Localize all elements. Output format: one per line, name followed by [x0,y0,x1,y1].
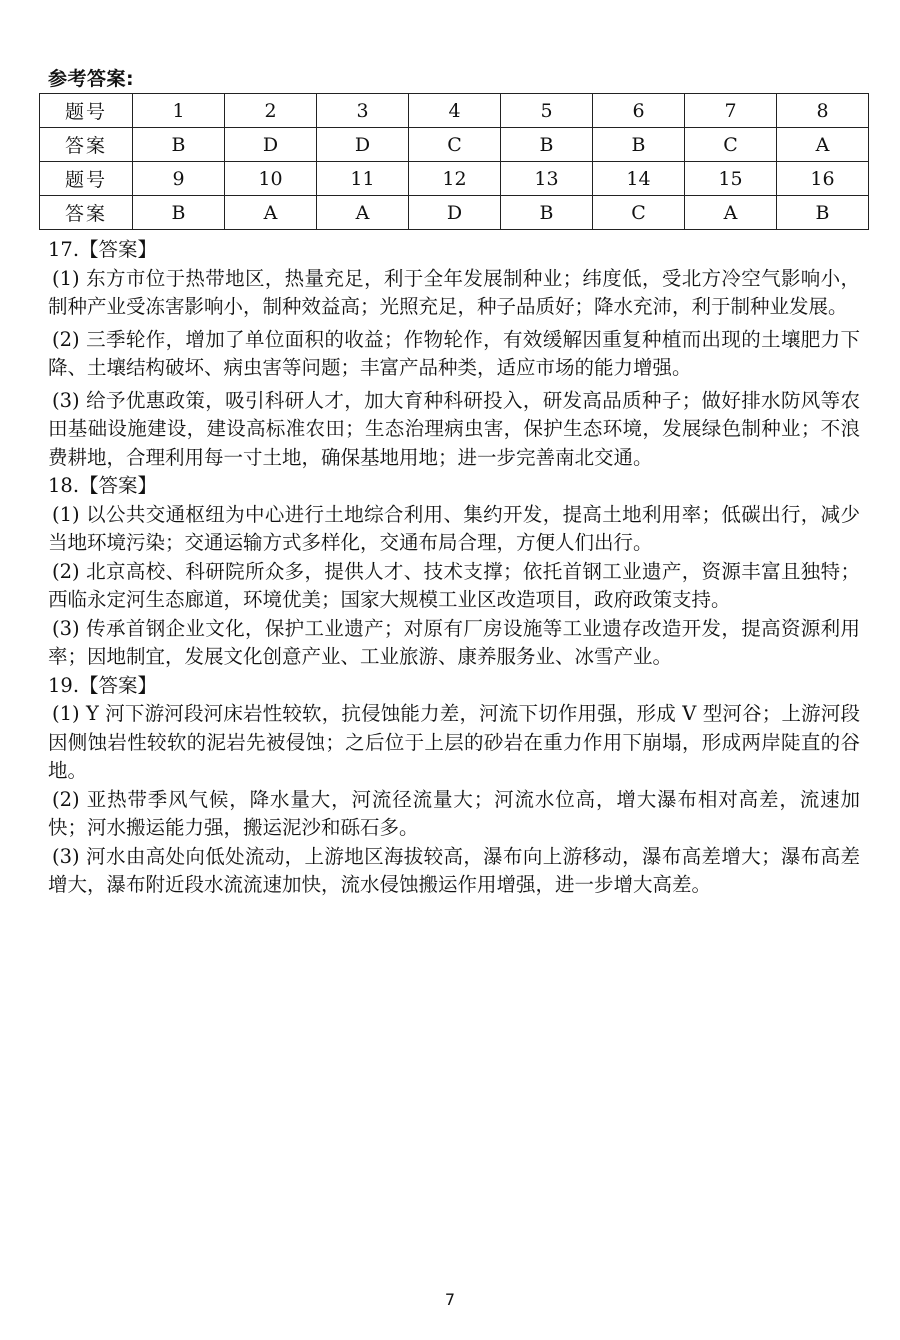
table-cell: A [225,196,317,230]
table-cell: A [777,128,869,162]
table-row [40,196,869,230]
row-label: 题号 [40,162,133,196]
table-cell: 9 [133,162,225,196]
answer-paragraph: (2) 亚热带季风气候，降水量大，河流径流量大；河流水位高，增大瀑布相对高差，流速加快；河水搬运能力强，搬运泥沙和砾石多。 [48,787,860,839]
question-19-answer [48,672,860,900]
table-cell: 6 [593,94,685,128]
table-cell: B [777,196,869,230]
row-label: 答案 [40,196,133,230]
answer-paragraph: (1) Y 河下游河段河床岩性较软，抗侵蚀能力差，河流下切作用强，形成 V 型河谷；上游河段因侧蚀岩性较软的泥岩先被侵蚀；之后位于上层的砂岩在重力作用下崩塌，形成两岸陡直的谷地。 [48,702,860,782]
table-cell: B [133,196,225,230]
table-cell: D [317,128,409,162]
table-cell: C [593,196,685,230]
question-18-heading: 18.【答案】 [48,474,158,497]
table-row [40,94,869,128]
table-cell: C [685,128,777,162]
answer-paragraph: (3) 河水由高处向低处流动，上游地区海拔较高，瀑布向上游移动，瀑布高差增大；瀑布高差增大，瀑布附近段水流流速加快，流水侵蚀搬运作用增强，进一步增大高差。 [48,844,860,896]
table-cell: 11 [317,162,409,196]
answer-paragraph: (3) 传承首钢企业文化，保护工业遗产；对原有厂房设施等工业遗存改造开发，提高资源利用率；因地制宜，发展文化创意产业、工业旅游、康养服务业、冰雪产业。 [48,616,860,668]
table-cell: A [685,196,777,230]
table-cell: 8 [777,94,869,128]
table-cell: 14 [593,162,685,196]
table-cell: 2 [225,94,317,128]
table-cell: C [409,128,501,162]
question-18-answer [48,472,860,672]
table-cell: D [409,196,501,230]
table-cell: 15 [685,162,777,196]
table-cell: 5 [501,94,593,128]
table-cell: B [501,196,593,230]
question-19-heading: 19.【答案】 [48,673,158,697]
table-cell: 1 [133,94,225,128]
answer-content [48,236,860,900]
answer-table [39,93,869,230]
table-cell: B [133,128,225,162]
row-label: 题号 [40,94,133,128]
table-cell: 12 [409,162,501,196]
question-17-answer [48,236,860,472]
page-number: 7 [444,1290,456,1309]
table-row [40,162,869,196]
table-cell: B [593,128,685,162]
table-cell: D [225,128,317,162]
answer-paragraph: (1) 以公共交通枢纽为中心进行土地综合利用、集约开发，提高土地利用率；低碳出行，减少当地环境污染；交通运输方式多样化，交通布局合理，方便人们出行。 [48,502,860,554]
question-17-heading: 17.【答案】 [48,238,158,261]
table-cell: B [501,128,593,162]
answer-paragraph: (2) 三季轮作，增加了单位面积的收益；作物轮作，有效缓解因重复种植而出现的土壤肥力下降、土壤结构破坏、病虫害等问题；丰富产品种类，适应市场的能力增强。 [48,327,860,379]
table-cell: 10 [225,162,317,196]
table-cell: 4 [409,94,501,128]
table-row [40,128,869,162]
table-cell: 7 [685,94,777,128]
answer-paragraph: (3) 给予优惠政策，吸引科研人才，加大育种科研投入，研发高品质种子；做好排水防风等农田基础设施建设，建设高标准农田；生态治理病虫害，保护生态环境，发展绿色制种业；不浪费耕地，合理利用每一寸土地，确保基地用地；进一步完善南北交通。 [48,388,860,469]
row-label: 答案 [40,128,133,162]
table-cell: A [317,196,409,230]
answer-paragraph: (2) 北京高校、科研院所众多，提供人才、技术支撑；依托首钢工业遗产，资源丰富且独特；西临永定河生态廊道，环境优美；国家大规模工业区改造项目，政府政策支持。 [48,559,860,611]
table-cell: 16 [777,162,869,196]
table-cell: 3 [317,94,409,128]
table-cell: 13 [501,162,593,196]
answer-paragraph: (1) 东方市位于热带地区，热量充足，利于全年发展制种业；纬度低，受北方冷空气影响小，制种产业受冻害影响小，制种效益高；光照充足，种子品质好；降水充沛，利于制种业发展。 [48,266,860,318]
answer-key-heading: 参考答案: [48,68,135,90]
